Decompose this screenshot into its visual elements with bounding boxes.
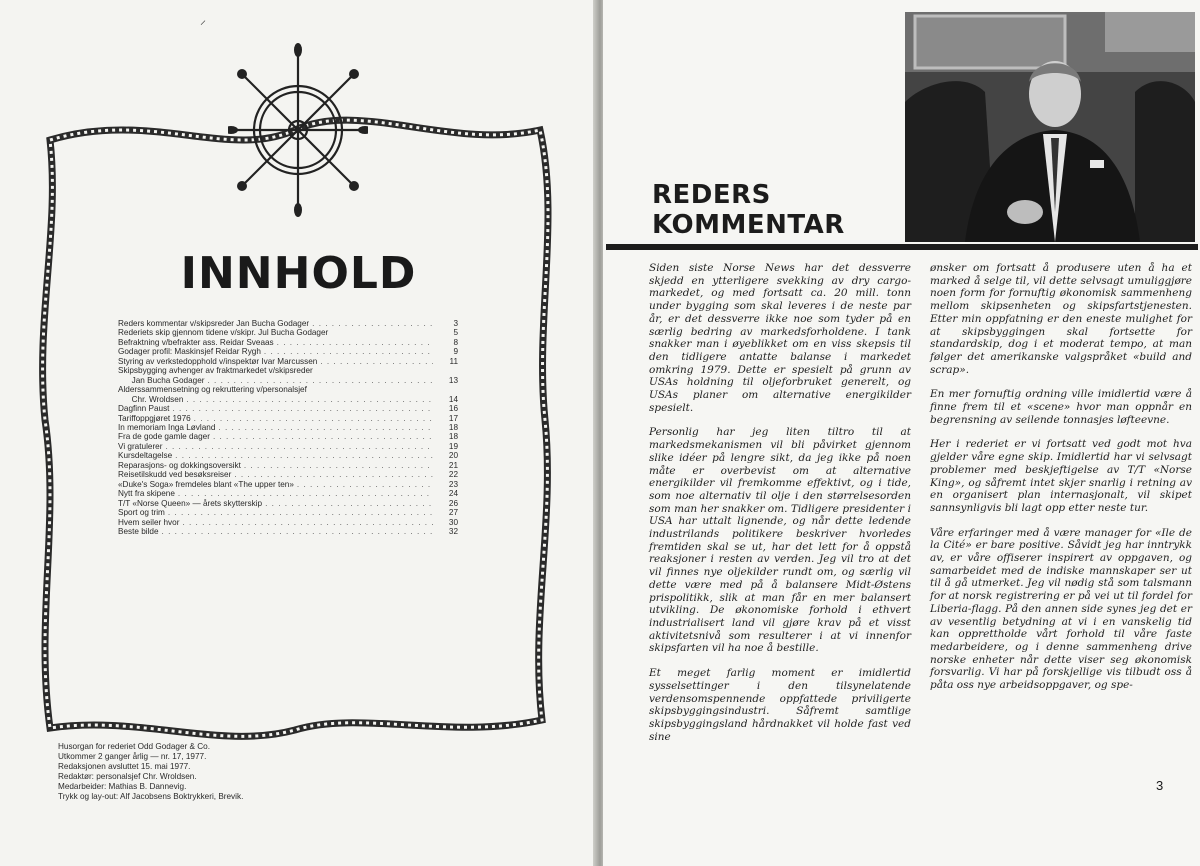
article-column-1 [649,262,911,755]
article-paragraph: ønsker om fortsatt å produsere uten å ha et marked å selge til, vil dette selvsagt umuliggjøre noen form for fornuftig økonomisk sammenheng mellom skipsenheten og skipsfartstjenesten. Etter min oppfatning er den eneste mulighet for at skipsbyggingen skal fortsette for standardskip, dog i et moderat tempo, at man følger det amerikanske valgspråket «build and scrap». [930,262,1192,376]
toc-item [118,527,458,536]
toc-item [118,319,458,328]
article-paragraph: Siden siste Norse News har det dessverre skjedd en ytterligere svekking av dry cargo-markedet, og med fortsatt ca. 20 mill. tonn under bygging som skal leveres i de neste par år, er det dessverre ikke noe som tyder på en særlig bedring av markedsforholdene. I tank snakker man i øyeblikket om en viss skepsis til den tidligere antatte balanse i markedet omkring 1979. Dette er spesielt på grunn av USAs holdning til oljeforbruket generelt, og USAs planer om alternative energikilder spesielt. [649,262,911,414]
article-paragraph: Våre erfaringer med å være manager for «Ile de la Cité» er bare positive. Såvidt jeg har inntrykk av, er våre offiserer inspirert av oppgaven, og samarbeidet med de indiske mannskaper ser ut til å gå utmerket. Jeg vil nødig stå som talsmann for at norsk registrering er på vei ut til fordel for Liberia-flagg. På den annen side synes jeg det er av vesentlig betydning at vi i en vanskelig tid kan opprettholde vårt forhold til våre faste medarbeidere, og i denne sammenheng drive norske enheter når dette viser seg økonomisk forsvarlig. Vi har på forskjellige vis tilbudt oss å påta oss nye arbeidsoppgaver, og spe- [930,526,1192,692]
toc-page: 14 [448,394,458,404]
toc-title: Nytt fra skipene [118,489,175,499]
toc-title: Fra de gode gamle dager [118,432,210,442]
toc-page: 20 [448,451,458,461]
toc-page: 8 [453,337,458,347]
toc-title: Dagfinn Paust [118,404,170,414]
toc-page: 9 [453,347,458,357]
toc-item [118,338,458,347]
toc-item [118,432,458,441]
toc-title: Godager profil: Maskinsjef Reidar Rygh [118,347,261,357]
toc-title: T/T «Norse Queen» — årets skytterskip [118,498,263,508]
imprint-line: Husorgan for rederiet Odd Godager & Co. [58,742,211,751]
toc-title: Sport og trim [118,508,165,518]
left-page [0,0,597,866]
heading-rule [606,244,1198,250]
toc-item [118,518,458,527]
toc-title: Befraktning v/befrakter ass. Reidar Sveaas [118,337,274,347]
article-heading [652,180,845,240]
toc-title: Reisetilskudd ved besøksreiser [118,470,232,480]
toc-page: 3 [453,319,458,328]
toc-page: 17 [448,413,458,423]
toc-entry [118,385,436,394]
toc-title: Chr. Wroldsen [118,394,184,404]
toc-item [118,357,458,366]
toc-item [118,423,458,432]
toc-item [118,385,458,394]
heading-line-1: REDERS [652,180,771,210]
toc-leader [310,385,433,394]
page-title: INNHOLD [180,248,417,299]
page-number: 3 [1156,778,1164,793]
ship-wheel-icon [228,38,368,218]
article-paragraph: En mer fornuftig ordning ville imidlertid være å finne frem til et «scene» hvor man oppnår en begrensning av seilende tonnasjes løfteevne. [930,388,1192,426]
toc-page: 32 [448,526,458,536]
toc-title: Jan Bucha Godager [118,375,205,385]
toc-page: 19 [448,441,458,451]
toc-item [118,404,458,413]
heading-line-2: KOMMENTAR [652,210,845,240]
toc-leader [316,366,433,375]
toc-title: In memoriam Inga Løvland [118,422,216,432]
toc-title: Hvem seiler hvor [118,517,180,527]
toc-title: Tariffoppgjøret 1976 [118,413,191,423]
toc-title: Reders kommentar v/skipsreder Jan Bucha Godager [118,319,310,328]
table-of-contents [118,319,458,536]
toc-page: 24 [448,489,458,499]
article-column-2 [930,262,1192,704]
toc-item [118,366,458,375]
toc-item [118,414,458,423]
toc-item [118,508,458,517]
toc-item [118,489,458,498]
portrait-photo [905,12,1195,242]
toc-title: Vi gratulerer [118,441,163,451]
toc-item [118,376,458,385]
toc-page: 18 [448,432,458,442]
imprint-line: Medarbeider: Mathias B. Dannevig. [58,781,187,791]
imprint-line: Redaksjonen avsluttet 15. mai 1977. [58,761,191,771]
article-paragraph: Et meget farlig moment er imidlertid sysselsettinger i den tilsynelatende verdensomspennende oppfattede priviligerte skipsbyggingsindustri. Såfremt samtlige skipsbyggingsland hårdnakket vil holde fast ved sine [649,667,911,743]
toc-title: «Duke's Soga» fremdeles blant «The upper ten» [118,479,294,489]
toc-title: Beste bilde [118,526,159,536]
imprint-line: Redaktør: personalsjef Chr. Wroldsen. [58,771,197,781]
toc-page: 13 [448,375,458,385]
toc-item [118,328,458,337]
toc-item [118,442,458,451]
pencil-mark: ⸍ [200,18,207,32]
toc-item [118,470,458,479]
imprint [58,742,243,801]
imprint-line: Utkommer 2 ganger årlig — nr. 17, 1977. [58,751,207,761]
toc-title: Styring av verkstedopphold v/inspektør Ivar Marcussen [118,356,318,366]
toc-item [118,499,458,508]
article-paragraph: Personlig har jeg liten tiltro til at markedsmekanismen vil bli påvirket gjennom slike idéer på lengre sikt, da jeg ikke på noen måte er overbevist om at alternative energikilder vil fremkomme effektivt, og i tide, som noe alternativ til olje i den størrelsesorden som man her snakker om. Tidligere presidenter i USA har uttalt lignende, og når dette ledende industrilands politikere beskriver hvorledes fremtiden skal se ut, har det lett for å oppstå reaksjoner i resten av verden. Jeg vil tro at det vil finnes nye oljekilder rundt om, og særlig vil dette være med på å balansere Midt-Østens prispolitikk, slik at man får en mer balansert utvikling. De økonomiske forhold i ethvert industrialisert land vil gjøre krav på et visst aktivitetsnivå som resulterer i at vi innenfor skipsfarten vil ha noe å bestille. [649,426,911,655]
toc-page: 16 [448,404,458,414]
toc-page: 11 [449,356,458,366]
toc-entry [118,366,436,375]
article-paragraph: Her i rederiet er vi fortsatt ved godt mot hva gjelder våre egne skip. Imidlertid har vi selvsagt problemer med beskjeftigelse av T/T «Norse King», og såfremt intet skjer snarlig i retning av en organisert plan internasjonalt, vil skipet sannsynligvis bli lagt opp etter neste tur. [930,438,1192,514]
toc-page: 27 [448,508,458,518]
toc-title: Kursdeltagelse [118,451,173,461]
toc-page: 30 [448,517,458,527]
toc-title: Alderssammensetning og rekruttering v/personalsjef [118,385,307,395]
imprint-line: Trykk og lay-out: Alf Jacobsens Boktrykkeri, Brevik. [58,791,244,801]
toc-item [118,395,458,404]
toc-page: 26 [448,498,458,508]
toc-item [118,480,458,489]
toc-page: 22 [448,470,458,480]
toc-item [118,461,458,470]
toc-page: 23 [448,479,458,489]
toc-title: Rederiets skip gjennom tidene v/skipr. Jul Bucha Godager [118,328,329,338]
toc-item [118,451,458,460]
toc-page: 18 [448,422,458,432]
toc-item [118,347,458,356]
toc-page: 21 [448,460,458,470]
toc-title: Reparasjons- og dokkingsoversikt [118,460,241,470]
toc-title: Skipsbygging avhenger av fraktmarkedet v/skipsreder [118,366,313,376]
toc-page: 5 [453,328,458,338]
